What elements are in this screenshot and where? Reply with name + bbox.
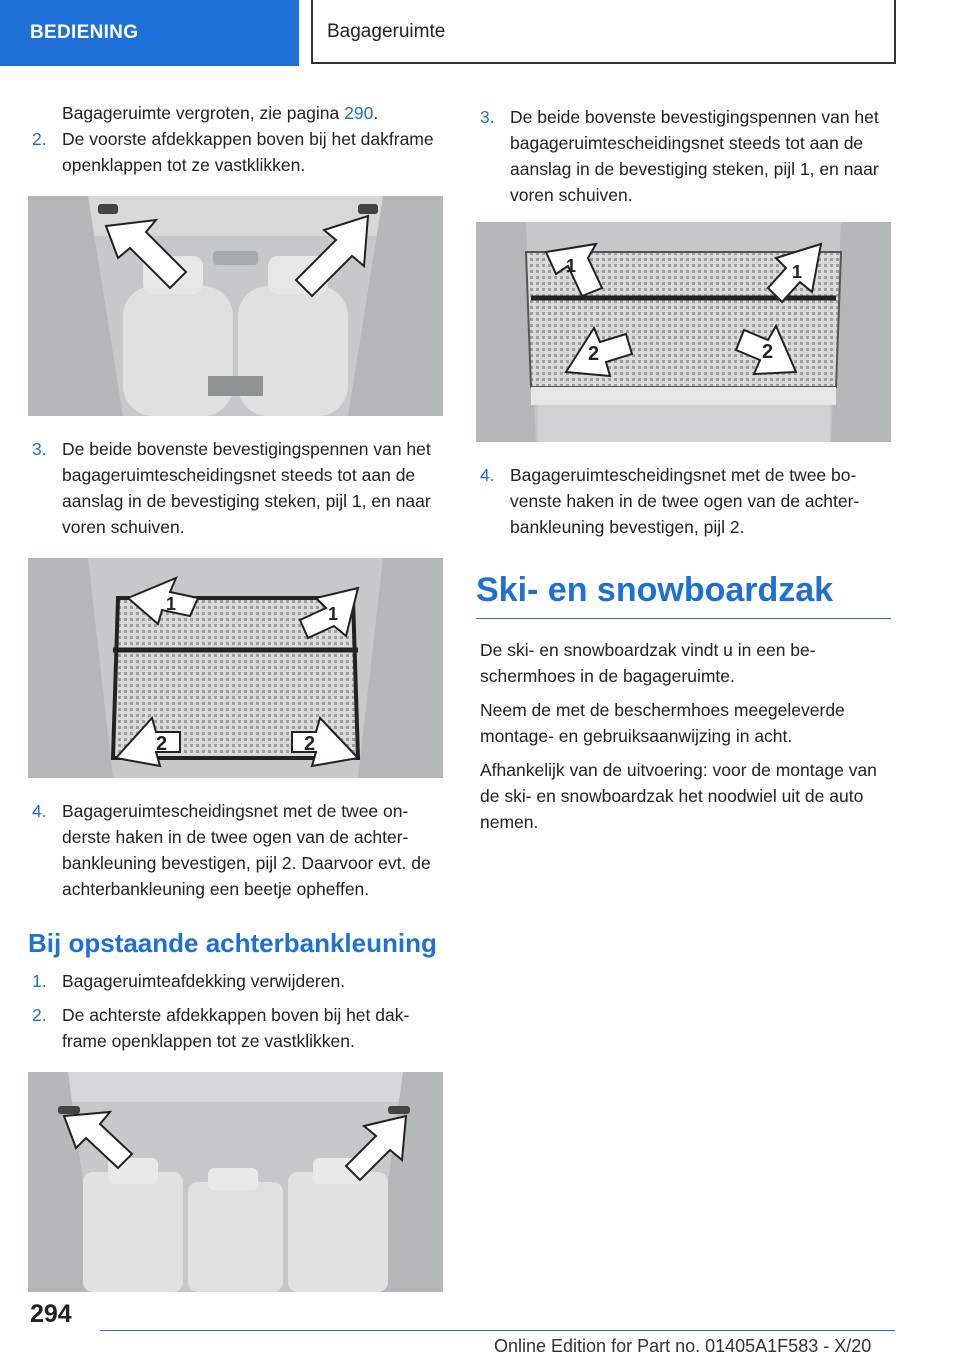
list-item <box>28 968 443 994</box>
footer-divider <box>100 1330 895 1331</box>
figure-rear-covers <box>28 1072 443 1292</box>
step-number: 1. <box>32 971 47 991</box>
list-item <box>476 462 891 540</box>
intro-end: . <box>373 103 379 123</box>
intro-paragraph <box>28 100 443 126</box>
list-item <box>28 1002 443 1054</box>
step-text: De beide bovenste bevestigingspennen van het bagageruimtescheidingsnet steeds tot aan de aanslag in de bevestiging steken, pijl 1, en naar voren schuiven. <box>62 439 431 537</box>
step-text: Bagageruimtescheidingsnet met de twee onderste haken in de twee ogen van de achterbankleuning bevestigen, pijl 2. Daarvoor evt. de achterbankleuning een beetje opheffen. <box>62 801 431 899</box>
list-item <box>28 126 443 178</box>
step-number: 4. <box>480 465 495 485</box>
step-text: Bagageruimteafdekking verwijderen. <box>62 971 346 991</box>
left-column <box>28 100 443 1312</box>
page-link[interactable]: 290 <box>344 103 374 123</box>
net-illustration <box>476 222 891 442</box>
arrow-label: 2 <box>304 733 316 755</box>
step-number: 4. <box>32 801 47 821</box>
arrow-label: 2 <box>762 341 774 363</box>
list-item <box>28 798 443 902</box>
step-number: 2. <box>32 1005 47 1025</box>
net-illustration <box>28 558 443 778</box>
section-heading: Ski- en snowboardzak <box>476 570 891 619</box>
right-column <box>476 100 891 843</box>
arrow-label: 2 <box>156 733 168 755</box>
arrow-label: 1 <box>166 594 177 614</box>
step-text: De voorste afdekkappen boven bij het dakframe openklappen tot ze vastklikken. <box>62 129 434 175</box>
step-number: 3. <box>480 107 495 127</box>
body-paragraph: De ski- en snowboardzak vindt u in een beschermhoes in de bagageruimte. <box>480 640 816 686</box>
step-text: Bagageruimtescheidingsnet met de twee bovenste haken in de twee ogen van de achterbankleuning bevestigen, pijl 2. <box>510 465 860 537</box>
arrow-label: 1 <box>328 604 339 624</box>
step-text: De achterste afdekkappen boven bij het dakframe openklappen tot ze vastklikken. <box>62 1005 410 1051</box>
figure-net-lower <box>28 558 443 778</box>
arrow-label: 1 <box>792 262 803 282</box>
rear-seat-illustration <box>28 1072 443 1292</box>
figure-front-covers <box>28 196 443 416</box>
section-heading: Bij opstaande achterbankleuning <box>28 928 437 958</box>
body-paragraph: Afhankelijk van de uitvoering: voor de montage van de ski- en snowboardzak het noodwiel uit de auto nemen. <box>480 760 877 832</box>
section-tab: BEDIENING <box>0 0 299 66</box>
page-number: 294 <box>30 1300 72 1328</box>
list-item <box>476 104 891 208</box>
car-interior-illustration <box>28 196 443 416</box>
footer-edition: Online Edition for Part no. 01405A1F583 - X/20 <box>494 1336 872 1356</box>
arrow-label: 1 <box>566 256 577 276</box>
step-number: 3. <box>32 439 47 459</box>
intro-text: Bagageruimte vergroten, zie pagina <box>62 103 345 123</box>
step-text: De beide bovenste bevestigingspennen van het bagageruimtescheidingsnet steeds tot aan de aanslag in de bevestiging steken, pijl 1, en naar voren schuiven. <box>510 107 879 205</box>
arrow-label: 2 <box>588 343 600 365</box>
chapter-title: Bagageruimte <box>311 0 896 64</box>
figure-net-upper <box>476 222 891 442</box>
body-paragraph: Neem de met de beschermhoes meegeleverde montage- en gebruiksaanwijzing in acht. <box>480 700 845 746</box>
step-number: 2. <box>32 129 47 149</box>
list-item <box>28 436 443 540</box>
